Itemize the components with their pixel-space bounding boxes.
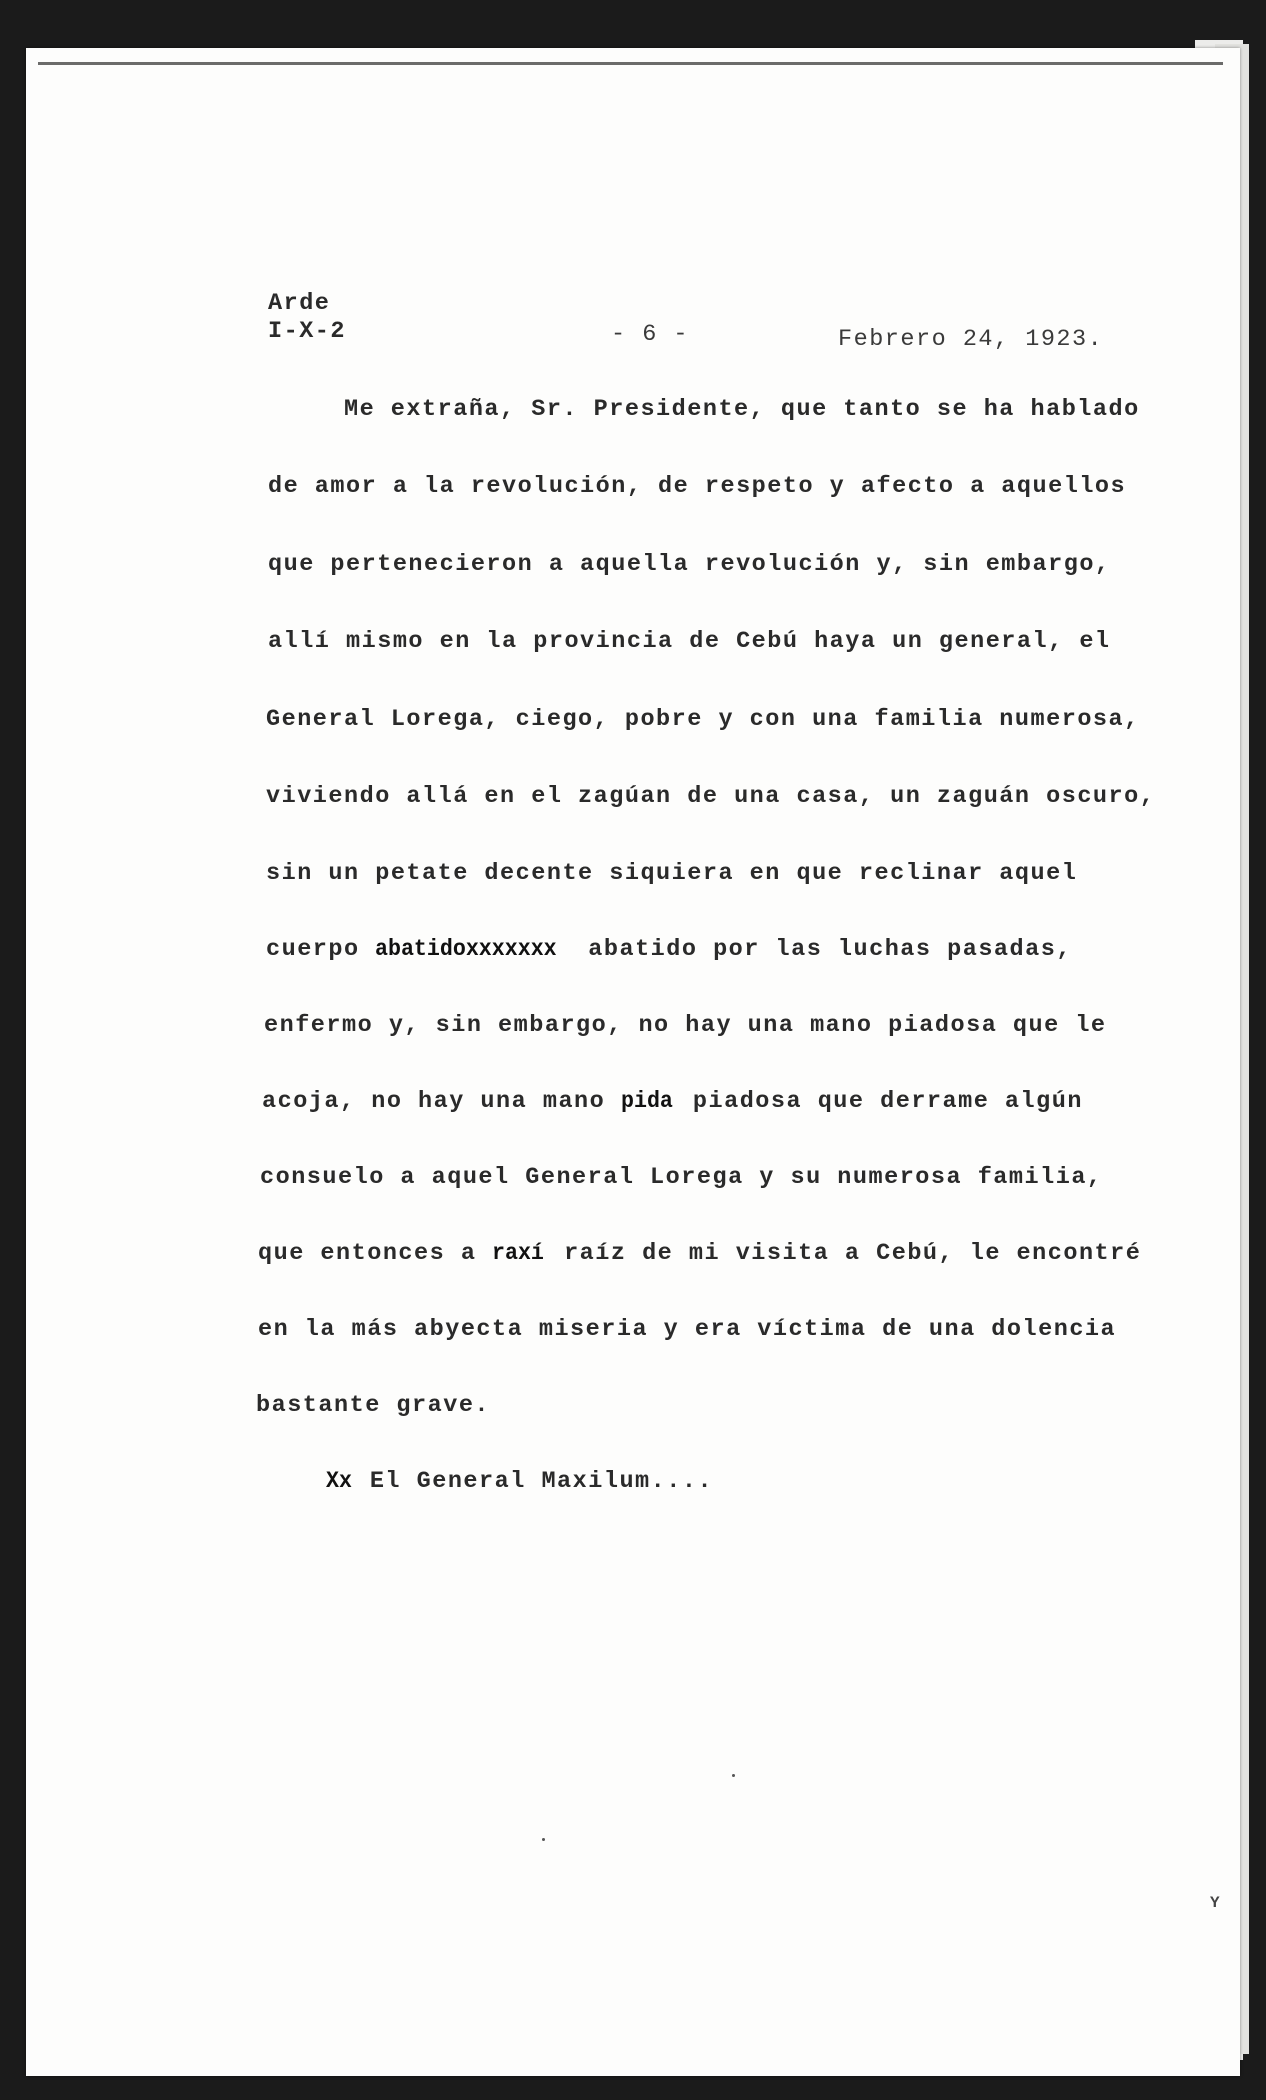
text-line-1: Me extraña, Sr. Presidente, que tanto se ha hablado: [344, 396, 1140, 423]
closing-text: El General Maxilum....: [354, 1468, 714, 1495]
text-line-10: [262, 1088, 1083, 1115]
closing-line: [326, 1468, 713, 1495]
ink-speck: [732, 1774, 735, 1777]
text-line-10-before: acoja, no hay una mano: [262, 1088, 621, 1115]
struck-out-text: Xx: [326, 1468, 352, 1495]
text-line-8: [266, 936, 1072, 963]
typewritten-page: [26, 48, 1240, 2076]
document-date: Febrero 24, 1923.: [838, 326, 1104, 353]
text-line-6: viviendo allá en el zagúan de una casa, un zaguán oscuro,: [266, 783, 1156, 810]
text-line-9: enfermo y, sin embargo, no hay una mano piadosa que le: [264, 1012, 1107, 1039]
text-line-3: que pertenecieron a aquella revolución y, sin embargo,: [268, 551, 1111, 578]
ink-speck: [542, 1838, 545, 1841]
text-line-8-before: cuerpo: [266, 936, 376, 963]
text-line-5: General Lorega, ciego, pobre y con una familia numerosa,: [266, 706, 1140, 733]
corner-mark: Y: [1210, 1894, 1220, 1912]
struck-out-text: raxí: [492, 1240, 544, 1267]
struck-out-text: pida: [620, 1088, 673, 1115]
header-code: I-X-2: [268, 318, 347, 345]
page-top-edge-line: [38, 62, 1223, 65]
text-line-11: consuelo a aquel General Lorega y su numerosa familia,: [260, 1164, 1103, 1191]
text-line-7: sin un petate decente siquiera en que reclinar aquel: [266, 860, 1078, 887]
struck-out-text: abatidoxxxxxxx: [375, 936, 557, 963]
text-line-12-before: que entonces a: [258, 1240, 493, 1267]
text-line-12: [258, 1240, 1141, 1267]
text-line-2: de amor a la revolución, de respeto y afecto a aquellos: [268, 473, 1127, 500]
text-line-8-after: abatido por las luchas pasadas,: [572, 936, 1072, 963]
page-number: - 6 -: [611, 321, 690, 348]
text-line-10-after: piadosa que derrame algún: [677, 1088, 1083, 1115]
text-line-4: allí mismo en la provincia de Cebú haya un general, el: [268, 628, 1111, 655]
text-line-14: bastante grave.: [256, 1392, 491, 1419]
text-line-12-after: raíz de mi visita a Cebú, le encontré: [548, 1240, 1142, 1267]
text-line-13: en la más abyecta miseria y era víctima de una dolencia: [258, 1316, 1117, 1343]
header-label: Arde: [268, 290, 331, 317]
